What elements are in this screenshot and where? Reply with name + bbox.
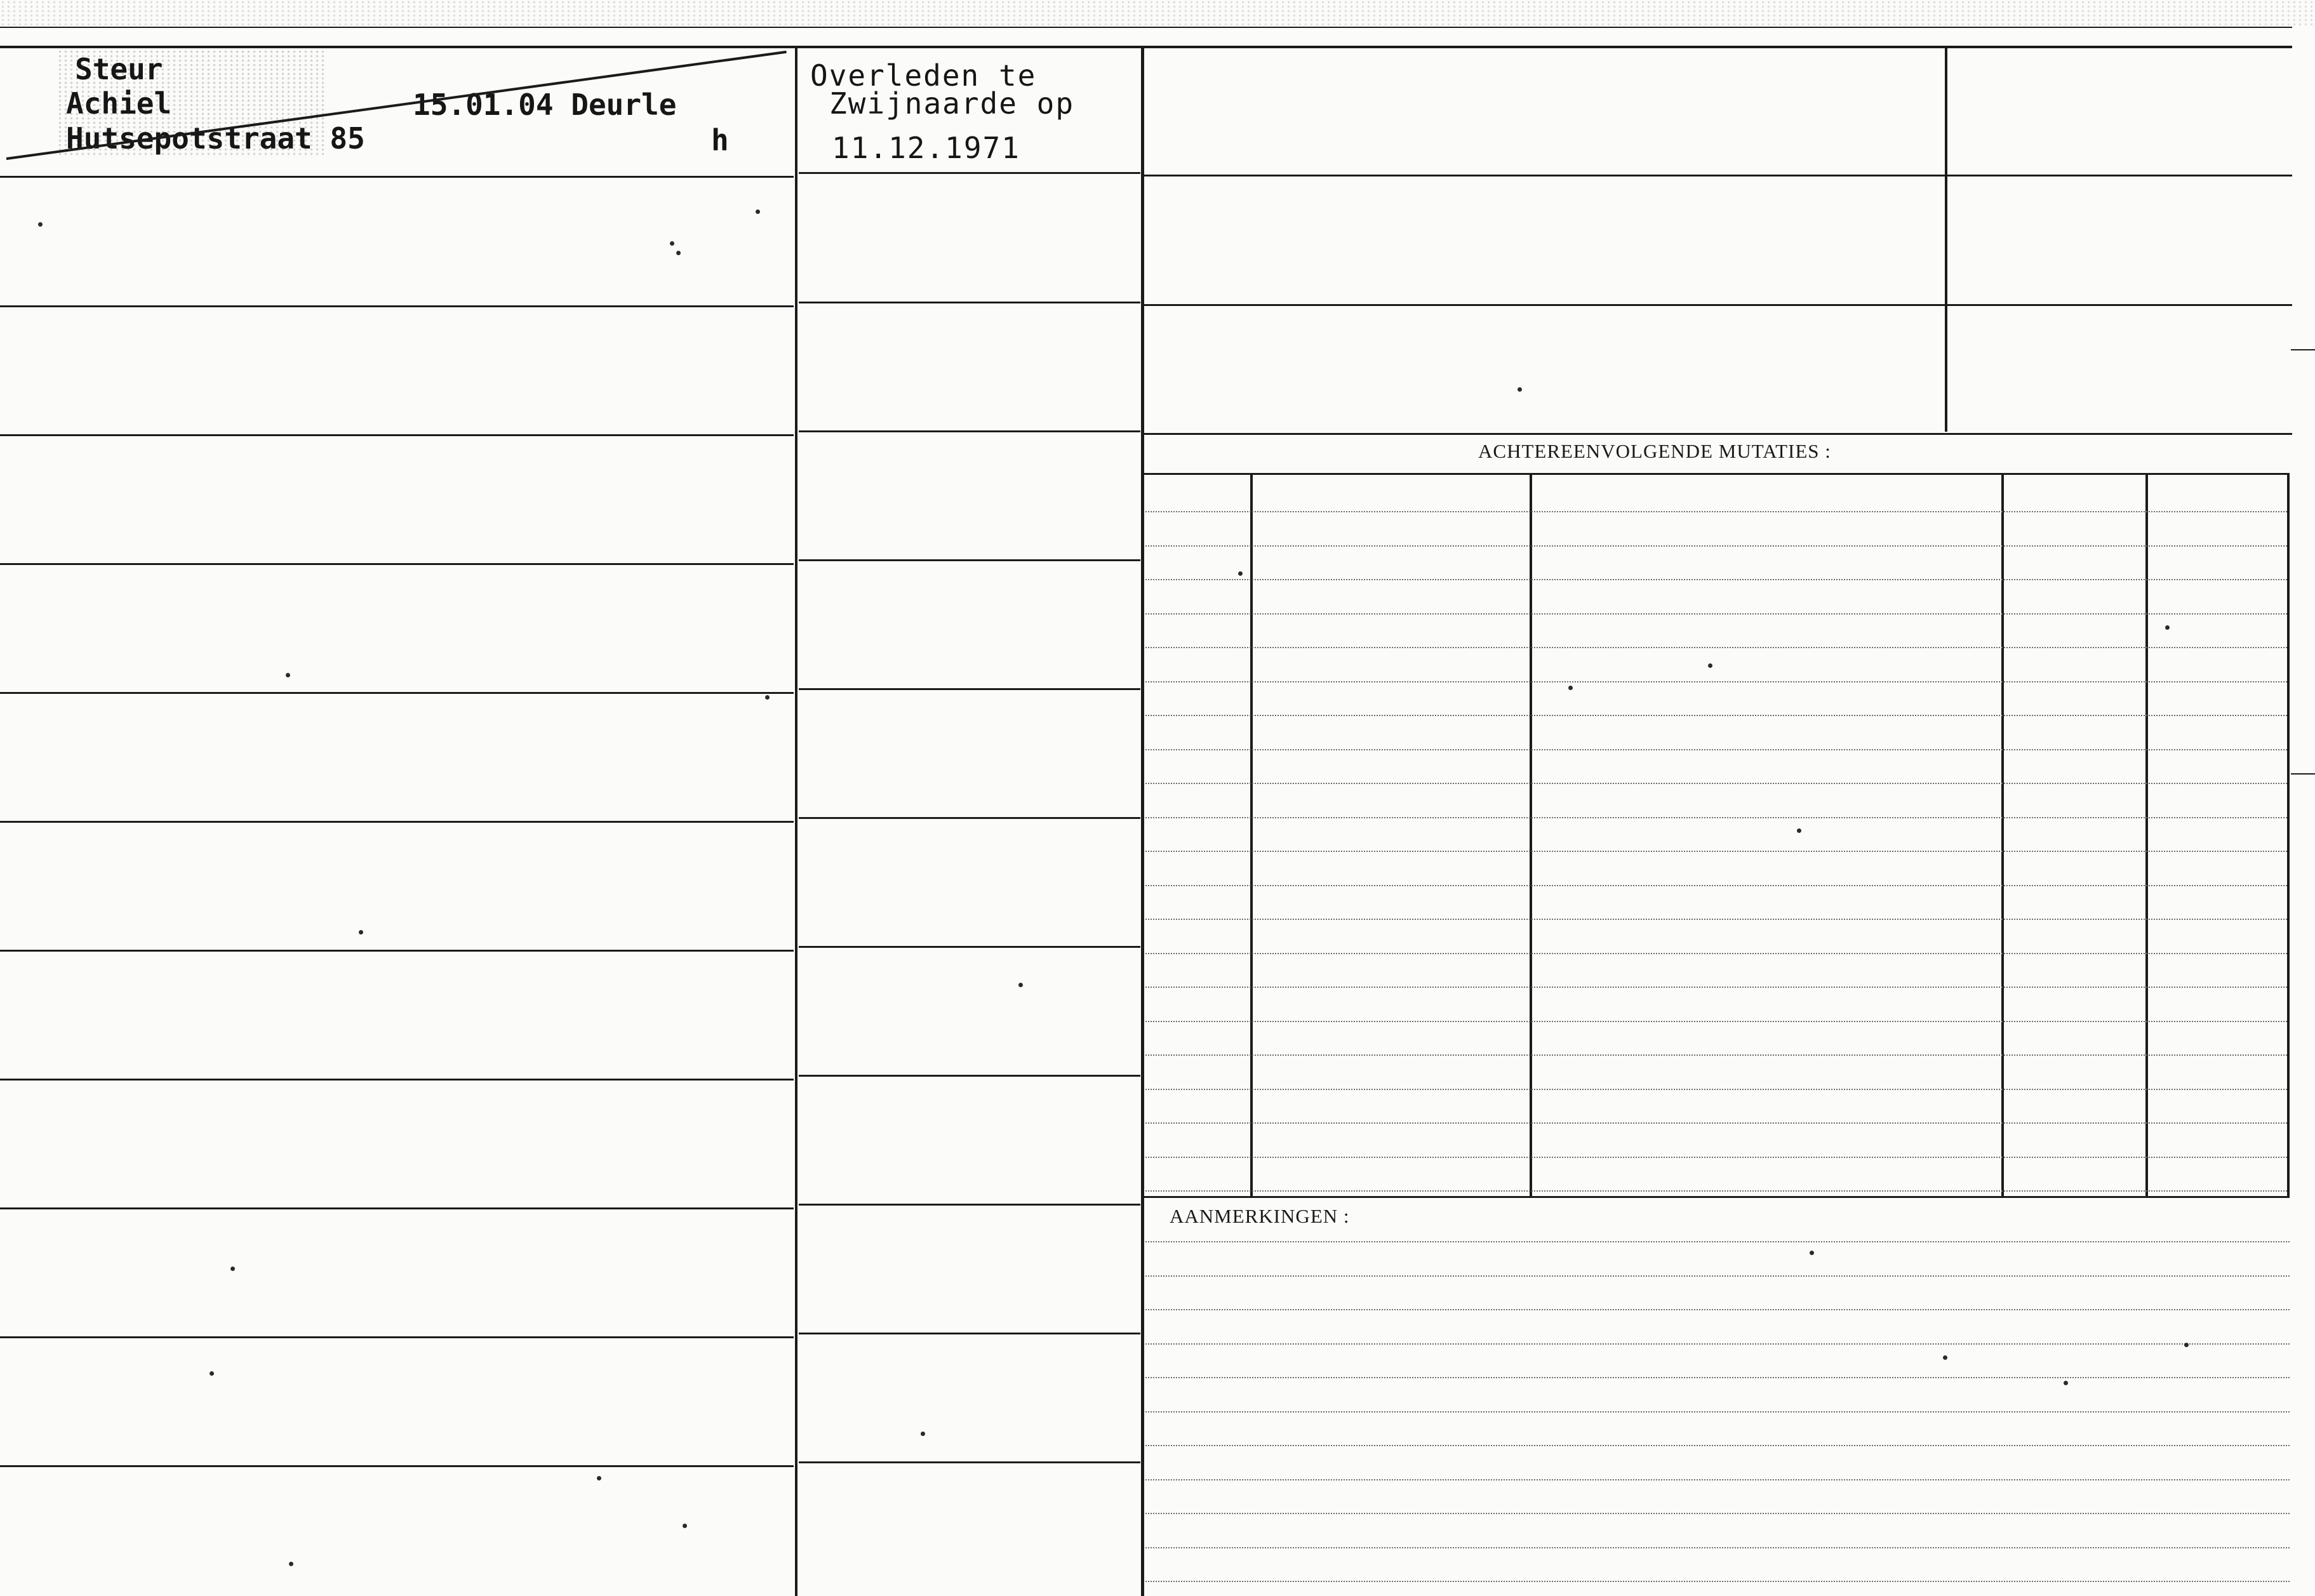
top-border-line <box>0 27 2292 28</box>
aanmerkingen-heading: AANMERKINGEN : <box>1170 1205 1350 1227</box>
mutaties-row-line <box>1145 987 2287 988</box>
speck <box>2064 1381 2068 1385</box>
mutaties-row-line <box>1145 579 2287 580</box>
speck <box>359 930 363 934</box>
speck <box>230 1267 235 1271</box>
middle-row-line <box>799 430 1140 432</box>
mutaties-row-line <box>1145 613 2287 615</box>
speck <box>597 1476 601 1480</box>
speck <box>1518 387 1522 392</box>
mutaties-table-bottom <box>1143 1196 2290 1198</box>
right-block-row-line-3 <box>1143 433 2292 435</box>
speck <box>921 1432 925 1436</box>
left-row-line <box>0 563 794 565</box>
column-divider-1 <box>795 46 797 1596</box>
right-block-row-line-1 <box>1143 175 2292 176</box>
mutaties-row-line <box>1145 1054 2287 1056</box>
left-row-line <box>0 950 794 952</box>
aanmerkingen-row-line <box>1145 1445 2290 1446</box>
left-row-line <box>0 305 794 307</box>
mutaties-row-line <box>1145 851 2287 852</box>
mutaties-row-line <box>1145 817 2287 818</box>
aanmerkingen-row-line <box>1145 1547 2290 1548</box>
mutaties-row-line <box>1145 1157 2287 1158</box>
left-row-line <box>0 1336 794 1338</box>
mutaties-col-4 <box>2145 473 2148 1196</box>
mutaties-row-line <box>1145 1122 2287 1124</box>
speck <box>765 695 770 700</box>
speck <box>289 1562 293 1566</box>
aanmerkingen-row-line <box>1145 1479 2290 1480</box>
firstname-text: Achiel <box>66 86 172 121</box>
middle-row-line <box>799 688 1140 690</box>
middle-row-line <box>799 302 1140 303</box>
mutaties-heading: ACHTEREENVOLGENDE MUTATIES : <box>1478 440 1831 462</box>
edge-tick-2 <box>2291 773 2315 775</box>
mutaties-row-line <box>1145 681 2287 682</box>
middle-row-line <box>799 817 1140 819</box>
mutaties-row-line <box>1145 647 2287 648</box>
header-top-line <box>0 46 2292 48</box>
speck <box>1708 663 1712 668</box>
mutaties-row-line <box>1145 1089 2287 1090</box>
death-note-line-2: Zwijnaarde op <box>829 86 1075 121</box>
aanmerkingen-row-line <box>1145 1581 2290 1582</box>
mutaties-row-line <box>1145 1190 2287 1192</box>
death-note-line-3: 11.12.1971 <box>832 131 1020 165</box>
death-note-line-1: Overleden te <box>810 58 1037 93</box>
middle-row-line <box>799 1333 1140 1334</box>
speck <box>38 222 43 227</box>
left-row-line <box>0 1465 794 1467</box>
speck <box>756 209 760 214</box>
mutaties-row-line <box>1145 919 2287 920</box>
speck <box>683 1524 687 1528</box>
column-divider-2 <box>1141 46 1144 1596</box>
mutaties-col-3 <box>2001 473 2004 1196</box>
mutaties-row-line <box>1145 783 2287 784</box>
mutaties-col-1 <box>1250 473 1253 1196</box>
speck <box>670 241 674 246</box>
edge-tick-1 <box>2291 349 2315 350</box>
speck <box>676 251 681 255</box>
speck <box>1797 828 1801 833</box>
speck <box>1943 1355 1947 1360</box>
aanmerkingen-row-line <box>1145 1513 2290 1514</box>
middle-row-line <box>799 559 1140 561</box>
aanmerkingen-row-line <box>1145 1309 2290 1310</box>
left-row-line <box>0 821 794 823</box>
surname-text: Steur <box>75 52 163 86</box>
mutaties-row-line <box>1145 545 2287 547</box>
left-row-line <box>0 176 794 178</box>
left-row-line <box>0 1079 794 1081</box>
aanmerkingen-row-line <box>1145 1411 2290 1413</box>
mutaties-col-5 <box>2287 473 2290 1196</box>
speck <box>2165 625 2170 630</box>
right-block-row-line-2 <box>1143 304 2292 306</box>
speck <box>1238 571 1243 576</box>
mutaties-row-line <box>1145 1021 2287 1022</box>
speck <box>2184 1343 2189 1347</box>
mutaties-row-line <box>1145 885 2287 886</box>
aanmerkingen-row-line <box>1145 1275 2290 1277</box>
speck <box>1018 983 1023 987</box>
middle-row-line <box>799 172 1140 174</box>
address-text: Hutsepotstraat 85 <box>66 121 365 156</box>
mutaties-row-line <box>1145 511 2287 512</box>
column-divider-3 <box>1945 46 1947 432</box>
left-row-line <box>0 434 794 436</box>
left-row-line <box>0 692 794 694</box>
mutaties-row-line <box>1145 715 2287 716</box>
middle-row-line <box>799 1075 1140 1077</box>
mutaties-col-2 <box>1530 473 1532 1196</box>
speck <box>286 673 290 677</box>
scan-noise-top <box>0 0 2315 25</box>
middle-row-line <box>799 1204 1140 1206</box>
middle-row-line <box>799 1461 1140 1463</box>
aanmerkingen-row-line <box>1145 1377 2290 1378</box>
mutaties-row-line <box>1145 749 2287 750</box>
middle-row-line <box>799 946 1140 948</box>
speck <box>210 1371 214 1376</box>
mutaties-row-line <box>1145 953 2287 954</box>
aanmerkingen-row-line <box>1145 1343 2290 1345</box>
speck <box>1810 1251 1814 1255</box>
mutaties-table-top <box>1143 473 2290 475</box>
aanmerkingen-row-line <box>1145 1241 2290 1242</box>
speck <box>1568 686 1573 690</box>
birth-date-place-text: 15.01.04 Deurle <box>413 88 677 122</box>
marker-h-text: h <box>711 123 729 157</box>
left-row-line <box>0 1207 794 1209</box>
